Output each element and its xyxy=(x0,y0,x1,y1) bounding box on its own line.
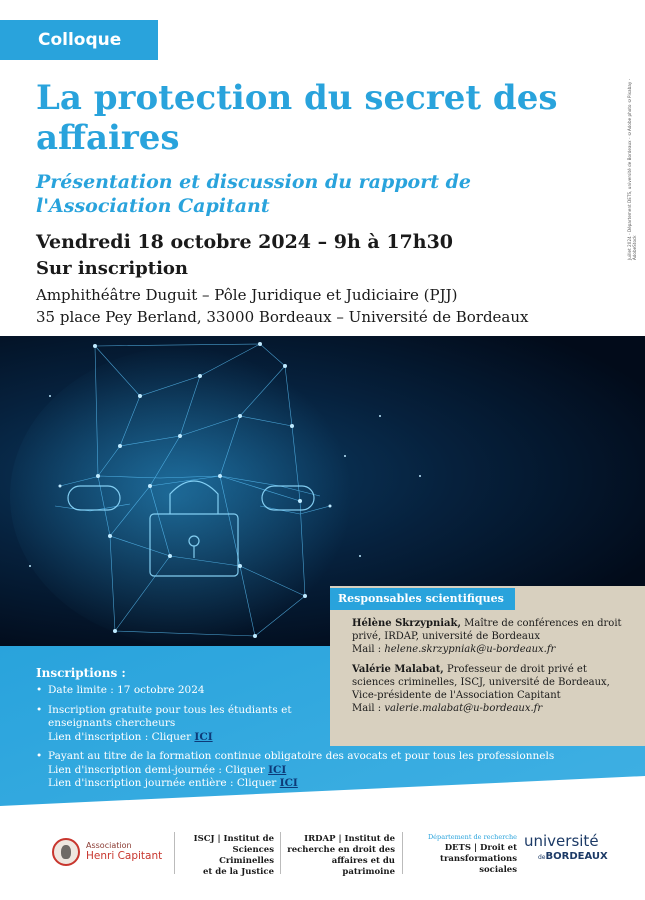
responsable-role: Maître de conférences en droit privé, IRDAP, université de Bordeaux xyxy=(352,618,622,642)
event-type-banner: Colloque xyxy=(0,20,158,60)
list-item xyxy=(36,750,616,791)
link-label: Lien d'inscription demi-journée : Cliquer xyxy=(48,763,269,776)
irdap-logo xyxy=(282,834,395,878)
responsable-role: Professeur de droit privé et sciences criminelles, ISCJ, université de Bordeaux, Vice-présidente de l'Association Capitant xyxy=(352,664,610,701)
venue xyxy=(36,284,528,328)
ub-top-text: université xyxy=(524,832,599,850)
universite-bordeaux-logo xyxy=(524,834,608,865)
irdap-acronym: IRDAP xyxy=(304,834,336,844)
page-subtitle: Présentation et discussion du rapport de l'Association Capitant xyxy=(36,171,471,217)
irdap-line-2: recherche en droit des xyxy=(287,845,395,855)
iscj-line-3: et de la Justice xyxy=(202,867,274,877)
footer-divider xyxy=(174,832,175,874)
ahc-small-text: Association xyxy=(86,841,132,850)
portrait-icon xyxy=(52,838,80,866)
inscriptions-title: Inscriptions : xyxy=(36,666,126,680)
responsable-mail[interactable]: helene.skrzypniak@u-bordeaux.fr xyxy=(384,644,556,655)
responsables-heading: Responsables scientifiques xyxy=(330,588,515,610)
half-day-registration-link[interactable]: ICI xyxy=(268,763,287,776)
half-day-link-line xyxy=(48,764,616,778)
responsable-name: Hélène Skrzypniak, xyxy=(352,618,461,629)
irdap-line-1: | Institut de xyxy=(335,834,395,844)
link-label: Lien d'inscription journée entière : Cliquer xyxy=(48,777,280,789)
footer-divider xyxy=(280,832,281,874)
free-registration-text: Inscription gratuite pour tous les étudiants et enseignants chercheurs xyxy=(48,703,292,729)
partner-logos-footer xyxy=(0,820,645,900)
paid-registration-text: Payant au titre de la formation continue obligatoire des avocats et pour tous les professionnels xyxy=(48,750,555,762)
list-item xyxy=(36,704,306,745)
inscriptions-list xyxy=(36,684,616,797)
iscj-line-2: Sciences Criminelles xyxy=(219,845,274,866)
page-title: La protection du secret des affaires xyxy=(36,78,558,158)
dets-logo xyxy=(404,832,517,876)
responsable-mail[interactable]: valerie.malabat@u-bordeaux.fr xyxy=(384,703,543,714)
ub-de-text: de xyxy=(538,854,546,861)
list-item xyxy=(36,684,616,698)
footer-divider xyxy=(402,832,403,874)
link-label: Lien d'inscription : Cliquer xyxy=(48,730,195,743)
event-date: Vendredi 18 octobre 2024 – 9h à 17h30 xyxy=(36,231,454,253)
iscj-logo xyxy=(176,834,274,878)
responsable-mail-label: Mail : xyxy=(352,644,385,655)
full-day-registration-link[interactable]: ICI xyxy=(279,777,298,789)
association-capitant-logo xyxy=(52,838,172,868)
ahc-big-text: Henri Capitant xyxy=(86,850,163,862)
responsable-item xyxy=(352,617,632,656)
iscj-line-1: | Institut de xyxy=(214,834,274,844)
deadline-text: Date limite : 17 octobre 2024 xyxy=(48,684,205,696)
irdap-line-3: affaires et du patrimoine xyxy=(331,856,395,877)
photo-credit: Juillet 2024 - Département DETS, université de Bordeaux - ©Adobe photo ©Pixabay - AdobeStock xyxy=(627,78,637,260)
venue-line-2: 35 place Pey Berland, 33000 Bordeaux – Université de Bordeaux xyxy=(36,308,529,326)
ub-bottom-line xyxy=(524,849,608,865)
iscj-acronym: ISCJ xyxy=(193,834,215,844)
free-registration-link-line xyxy=(48,731,306,745)
dets-line-1: | Droit et xyxy=(471,843,517,853)
dets-acronym: DETS xyxy=(444,843,472,853)
association-capitant-wordmark xyxy=(86,841,162,861)
responsable-name: Valérie Malabat, xyxy=(352,664,444,675)
registration-note: Sur inscription xyxy=(36,258,189,279)
dets-small-text: Département de recherche xyxy=(427,833,517,841)
ub-bottom-text: BORDEAUX xyxy=(545,851,608,862)
dets-line-2: transformations sociales xyxy=(440,854,517,875)
venue-line-1: Amphithéâtre Duguit – Pôle Juridique et Judiciaire (PJJ) xyxy=(36,286,458,304)
full-day-link-line xyxy=(48,777,616,791)
free-registration-link[interactable]: ICI xyxy=(194,730,213,743)
responsable-mail-label: Mail : xyxy=(352,703,385,714)
